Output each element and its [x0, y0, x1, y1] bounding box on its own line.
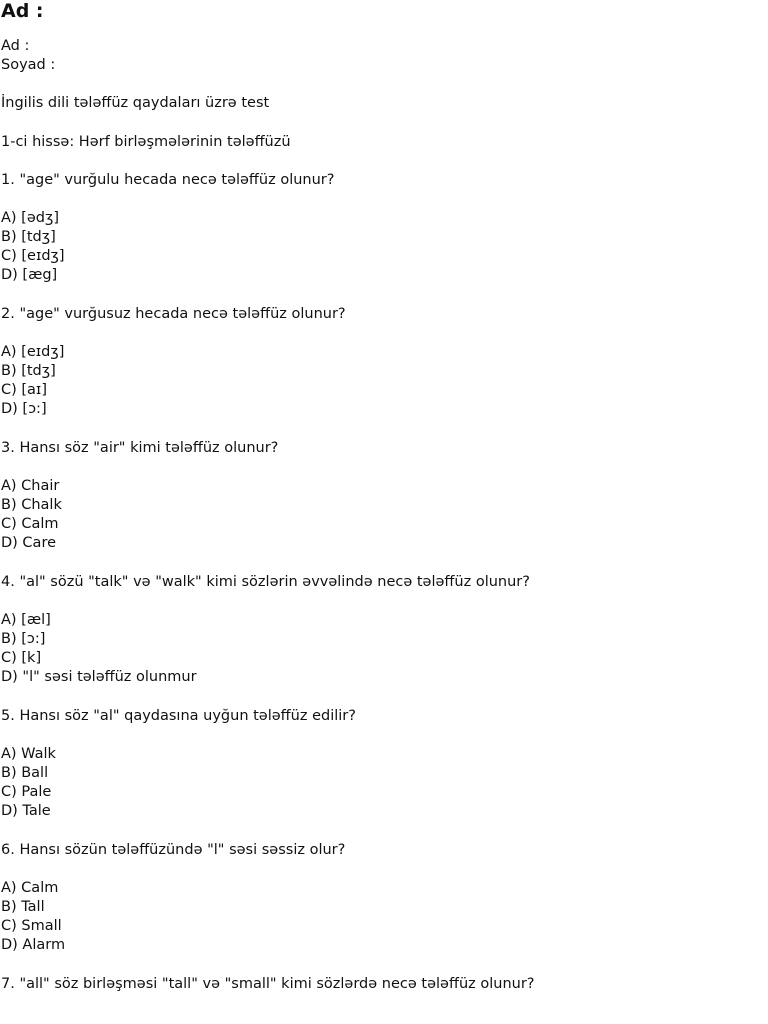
- answer-option: D) [æg]: [1, 267, 58, 283]
- answer-option: D) "l" səsi tələffüz olunmur: [1, 669, 197, 685]
- question-text: 2. "age" vurğusuz hecada necə tələffüz olunur?: [1, 306, 346, 322]
- test-title: İngilis dili tələffüz qaydaları üzrə test: [1, 95, 270, 111]
- question-text: 6. Hansı sözün tələffüzündə "l" səsi səssiz olur?: [1, 842, 346, 858]
- question-text: 3. Hansı söz "air" kimi tələffüz olunur?: [1, 440, 279, 456]
- answer-option: A) [æl]: [1, 612, 51, 628]
- section-title: 1-ci hissə: Hərf birləşmələrinin tələffüzü: [1, 134, 291, 150]
- answer-option: B) Tall: [1, 899, 45, 915]
- question-text: 4. "al" sözü "talk" və "walk" kimi sözlərin əvvəlində necə tələffüz olunur?: [1, 574, 530, 590]
- answer-option: D) [ɔ:]: [1, 401, 47, 417]
- question-text: 7. "all" söz birləşməsi "tall" və "small" kimi sözlərdə necə tələffüz olunur?: [1, 976, 535, 992]
- page-heading: Ad :: [1, 0, 44, 22]
- answer-option: A) Calm: [1, 880, 59, 896]
- answer-option: B) [tdʒ]: [1, 363, 56, 379]
- answer-option: C) Small: [1, 918, 62, 934]
- answer-option: B) [tdʒ]: [1, 229, 56, 245]
- name-label: Ad :: [1, 38, 30, 54]
- answer-option: A) [ədʒ]: [1, 210, 59, 226]
- answer-option: B) Chalk: [1, 497, 62, 513]
- answer-option: A) [eɪdʒ]: [1, 344, 65, 360]
- answer-option: C) [eɪdʒ]: [1, 248, 65, 264]
- answer-option: D) Tale: [1, 803, 51, 819]
- answer-option: A) Walk: [1, 746, 56, 762]
- answer-option: A) Chair: [1, 478, 60, 494]
- answer-option: C) Calm: [1, 516, 59, 532]
- answer-option: C) [k]: [1, 650, 42, 666]
- question-text: 1. "age" vurğulu hecada necə tələffüz olunur?: [1, 172, 335, 188]
- answer-option: C) Pale: [1, 784, 52, 800]
- answer-option: D) Alarm: [1, 937, 66, 953]
- answer-option: B) Ball: [1, 765, 49, 781]
- question-text: 5. Hansı söz "al" qaydasına uyğun tələffüz edilir?: [1, 708, 356, 724]
- answer-option: D) Care: [1, 535, 57, 551]
- answer-option: C) [aɪ]: [1, 382, 47, 398]
- answer-option: B) [ɔ:]: [1, 631, 46, 647]
- surname-label: Soyad :: [1, 57, 56, 73]
